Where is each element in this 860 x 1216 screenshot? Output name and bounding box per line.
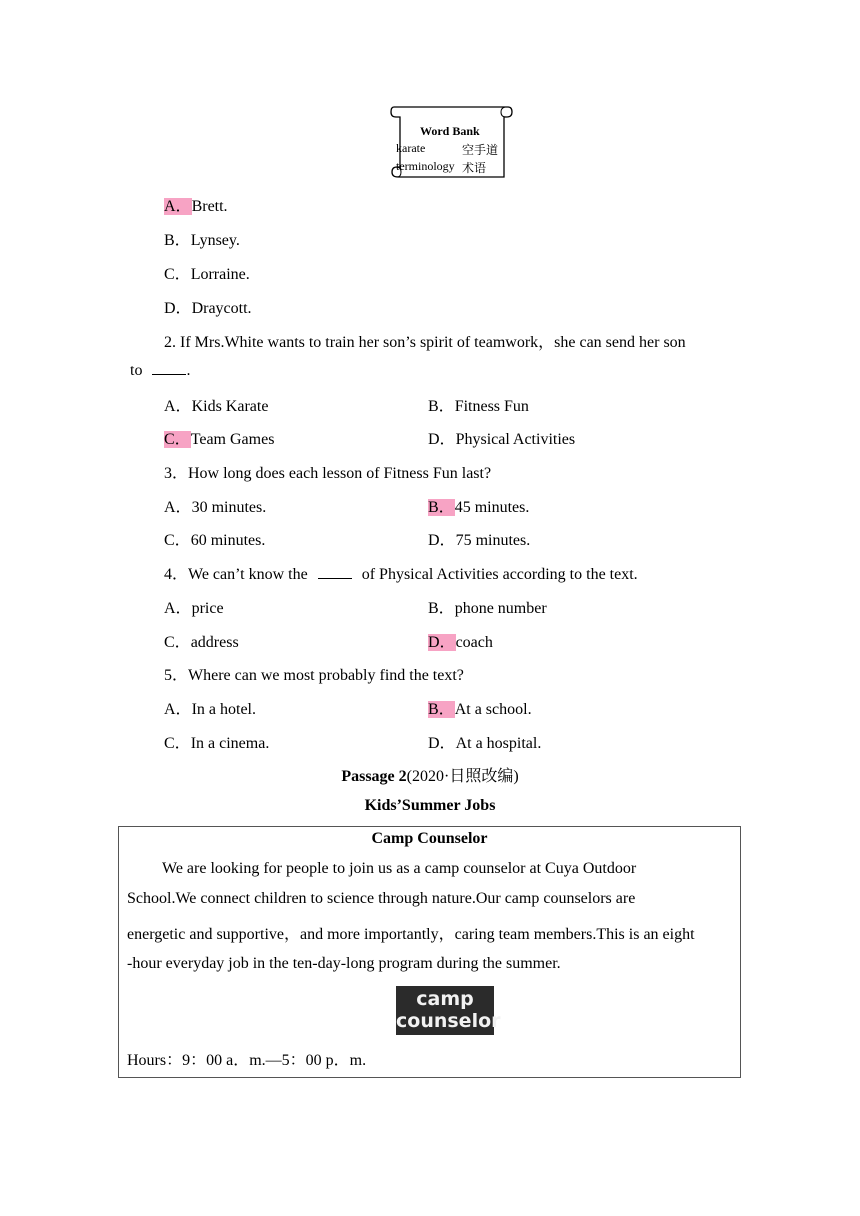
option-letter: B．: [428, 398, 455, 415]
option-d[interactable]: [428, 629, 493, 652]
camp-text-line: School.We connect children to science through nature.Our camp counselors are: [127, 890, 636, 907]
option-letter: A．: [164, 600, 192, 617]
option-text: 75 minutes.: [455, 532, 531, 549]
camp-text-line: energetic and supportive，and more importantly，caring team members.This is an eight: [127, 926, 695, 943]
option-c[interactable]: [164, 261, 250, 284]
option-b[interactable]: [428, 494, 529, 517]
option-text: coach: [455, 634, 493, 651]
answer-highlight: A．: [164, 198, 192, 215]
option-d[interactable]: [164, 295, 252, 318]
option-a[interactable]: [164, 595, 224, 618]
option-text: 30 minutes.: [191, 499, 267, 516]
option-d[interactable]: [428, 527, 530, 550]
option-b[interactable]: [428, 393, 529, 416]
option-text: Brett.: [191, 198, 228, 215]
option-a[interactable]: [164, 193, 228, 216]
image-text: camp: [416, 988, 474, 1010]
option-text: In a cinema.: [190, 735, 270, 752]
answer-highlight: B．: [428, 499, 455, 516]
question-stem: 5．Where can we most probably find the text?: [164, 667, 464, 684]
option-letter: D．: [428, 735, 456, 752]
stem-text: .: [186, 362, 191, 379]
option-text: address: [190, 634, 239, 651]
answer-highlight: D．: [428, 634, 456, 651]
answer-highlight: C．: [164, 431, 191, 448]
stem-text: of Physical Activities according to the text.: [361, 566, 638, 583]
option-c[interactable]: [164, 629, 239, 652]
option-text: Team Games: [190, 431, 275, 448]
answer-blank: [152, 374, 186, 375]
option-letter: D．: [428, 431, 456, 448]
camp-text-line: We are looking for people to join us as a camp counselor at Cuya Outdoor: [162, 860, 637, 877]
option-d[interactable]: [428, 426, 575, 449]
camp-counselor-image: [396, 986, 501, 1035]
option-letter: A．: [164, 701, 192, 718]
camp-heading: Camp Counselor: [371, 830, 488, 847]
option-text: 45 minutes.: [454, 499, 530, 516]
option-a[interactable]: [164, 494, 266, 517]
passage-source: (2020·日照改编): [406, 768, 519, 785]
passage-heading: [0, 763, 860, 786]
answer-blank: [318, 578, 352, 579]
option-text: Kids Karate: [191, 398, 269, 415]
answer-highlight: B．: [428, 701, 455, 718]
word-bank-translation: 术语: [462, 161, 487, 175]
passage-label: Passage 2: [341, 768, 407, 785]
option-letter: A．: [164, 499, 192, 516]
option-letter: D．: [164, 300, 192, 317]
option-text: 60 minutes.: [190, 532, 266, 549]
option-text: In a hotel.: [191, 701, 256, 718]
question-stem-cont: [130, 362, 190, 380]
option-d[interactable]: [428, 730, 541, 753]
question-stem: 3．How long does each lesson of Fitness Fun last?: [164, 465, 492, 482]
question-stem: [164, 561, 638, 584]
option-c[interactable]: [164, 426, 274, 449]
camp-hours: Hours：9：00 a．m.—5：00 p．m.: [127, 1052, 367, 1069]
option-letter: D．: [428, 532, 456, 549]
question-stem: 2. If Mrs.White wants to train her son’s spirit of teamwork，she can send her son: [164, 334, 686, 351]
option-c[interactable]: [164, 730, 269, 753]
option-letter: B．: [428, 600, 455, 617]
option-text: Fitness Fun: [454, 398, 529, 415]
option-text: At a hospital.: [455, 735, 542, 752]
option-letter: C．: [164, 532, 191, 549]
option-c[interactable]: [164, 527, 265, 550]
option-a[interactable]: [164, 696, 256, 719]
passage-title: Kids’Summer Jobs: [364, 797, 496, 814]
stem-text: 4．We can’t know the: [164, 566, 308, 583]
camp-text-line: -hour everyday job in the ten-day-long program during the summer.: [127, 955, 561, 972]
option-text: price: [191, 600, 224, 617]
option-letter: A．: [164, 398, 192, 415]
option-text: Physical Activities: [455, 431, 576, 448]
option-a[interactable]: [164, 393, 268, 416]
option-b[interactable]: [164, 227, 240, 250]
option-text: Lorraine.: [190, 266, 250, 283]
option-text: Draycott.: [191, 300, 252, 317]
stem-text: to: [130, 362, 143, 379]
option-text: Lynsey.: [190, 232, 240, 249]
option-text: At a school.: [454, 701, 532, 718]
option-letter: C．: [164, 735, 191, 752]
option-letter: B．: [164, 232, 191, 249]
option-b[interactable]: [428, 696, 532, 719]
option-text: phone number: [454, 600, 547, 617]
option-letter: C．: [164, 634, 191, 651]
option-letter: C．: [164, 266, 191, 283]
word-bank-translation: 空手道: [462, 143, 499, 157]
word-bank-title: Word Bank: [420, 124, 480, 138]
option-b[interactable]: [428, 595, 547, 618]
word-bank-term: terminology: [396, 159, 455, 173]
word-bank-term: karate: [396, 141, 426, 155]
image-text: counselor: [396, 1010, 501, 1032]
